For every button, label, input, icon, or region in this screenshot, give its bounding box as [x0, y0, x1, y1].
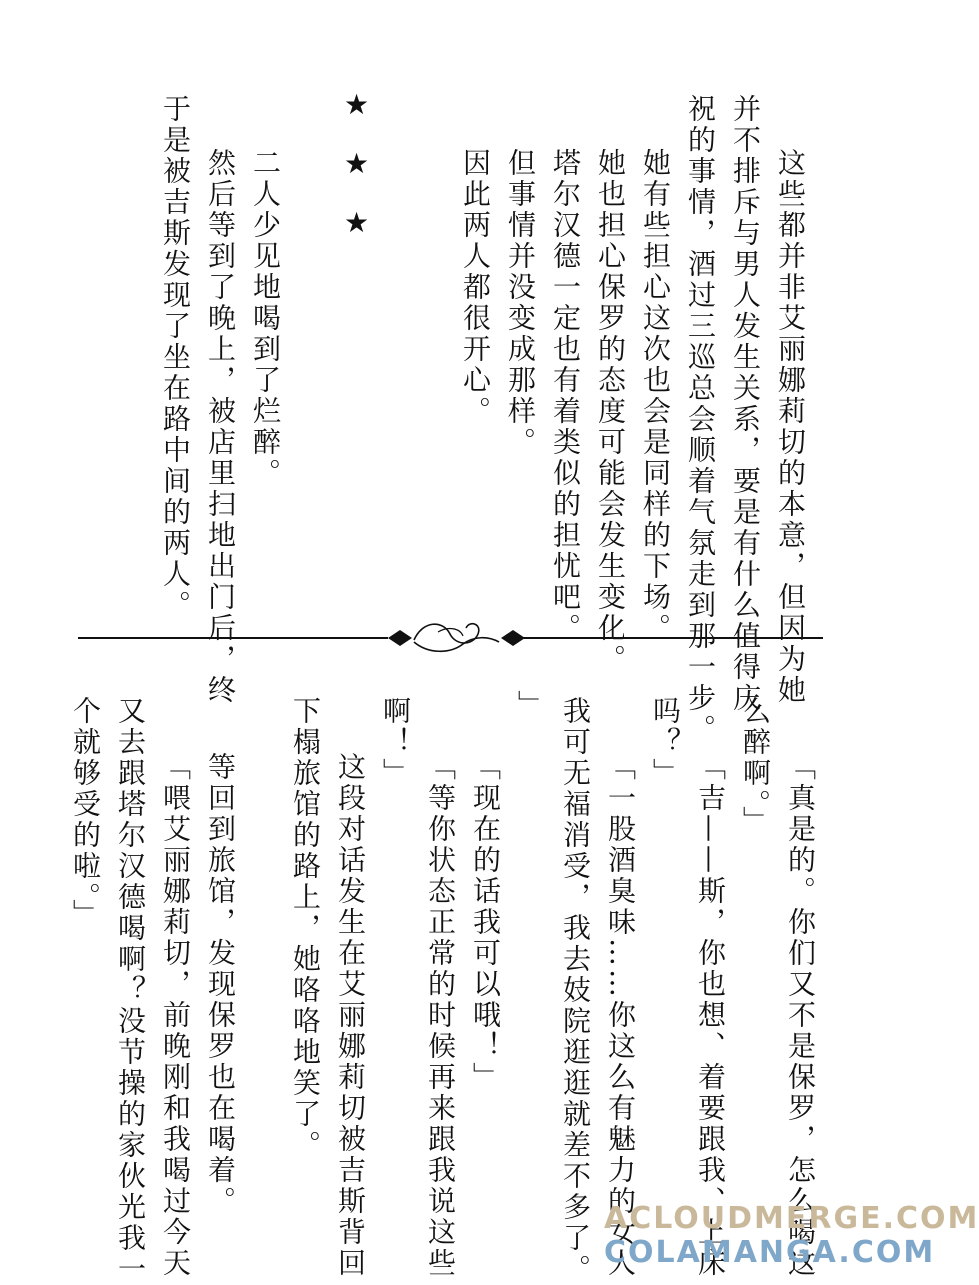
- text-column: 我可无福消受，我去妓院逛逛就差不多了。: [559, 696, 592, 1285]
- text-column: 二人少见地喝到了烂醉。: [249, 148, 282, 489]
- text-column: 下榻旅馆的路上，她咯咯地笑了。: [289, 696, 322, 1161]
- text-column: 「等你状态正常的时候再来跟我说这些: [424, 752, 457, 1279]
- text-column: 个就够受的啦。」: [69, 696, 102, 930]
- text-column: 「真是的。你们又不是保罗，怎么喝这: [784, 752, 817, 1279]
- text-column: 因此两人都很开心。: [459, 148, 492, 427]
- text-column: 她也担心保罗的态度可能会发生变化。: [594, 148, 627, 675]
- text-column: 祝的事情，酒过三巡总会顺着气氛走到那一步。: [684, 94, 717, 745]
- text-column: 这些都并非艾丽娜莉切的本意，但因为她: [774, 148, 807, 706]
- text-column: 「喂艾丽娜莉切，前晚刚和我喝过今天: [159, 752, 192, 1279]
- text-column: 但事情并没变成那样。: [504, 148, 537, 458]
- text-column: 她有些担心这次也会是同样的下场。: [639, 148, 672, 644]
- text-column: 啊！」: [379, 696, 412, 789]
- text-column: 然后等到了晚上，被店里扫地出门后，终: [204, 148, 237, 706]
- text-column: 又去跟塔尔汉德喝啊？没节操的家伙光我一: [114, 696, 147, 1285]
- text-column: 么醉啊。」: [739, 696, 772, 837]
- text-column: 并不排斥与男人发生关系，要是有什么值得庆: [729, 94, 762, 714]
- scene-break-stars: ★★★: [340, 88, 373, 265]
- text-column: 「现在的话我可以哦！」: [469, 752, 502, 1093]
- watermark-text: ACLOUDMERGE.COM: [604, 1201, 979, 1236]
- text-column: 」: [514, 690, 547, 721]
- text-column: 于是被吉斯发现了坐在路中间的两人。: [159, 94, 192, 621]
- text-column: 等回到旅馆，发现保罗也在喝着。: [204, 752, 237, 1217]
- watermark-text: COLAMANGA.COM: [604, 1235, 936, 1270]
- text-column: 「吉——斯，你也想、着要跟我、上床: [694, 752, 727, 1279]
- text-column: 塔尔汉德一定也有着类似的担忧吧。: [549, 148, 582, 644]
- text-column: 这段对话发生在艾丽娜莉切被吉斯背回: [334, 752, 367, 1279]
- text-column: 「一股酒臭味……你这么有魅力的女人: [604, 752, 637, 1279]
- text-column: 吗？」: [649, 696, 682, 789]
- ornament-divider: [78, 612, 823, 660]
